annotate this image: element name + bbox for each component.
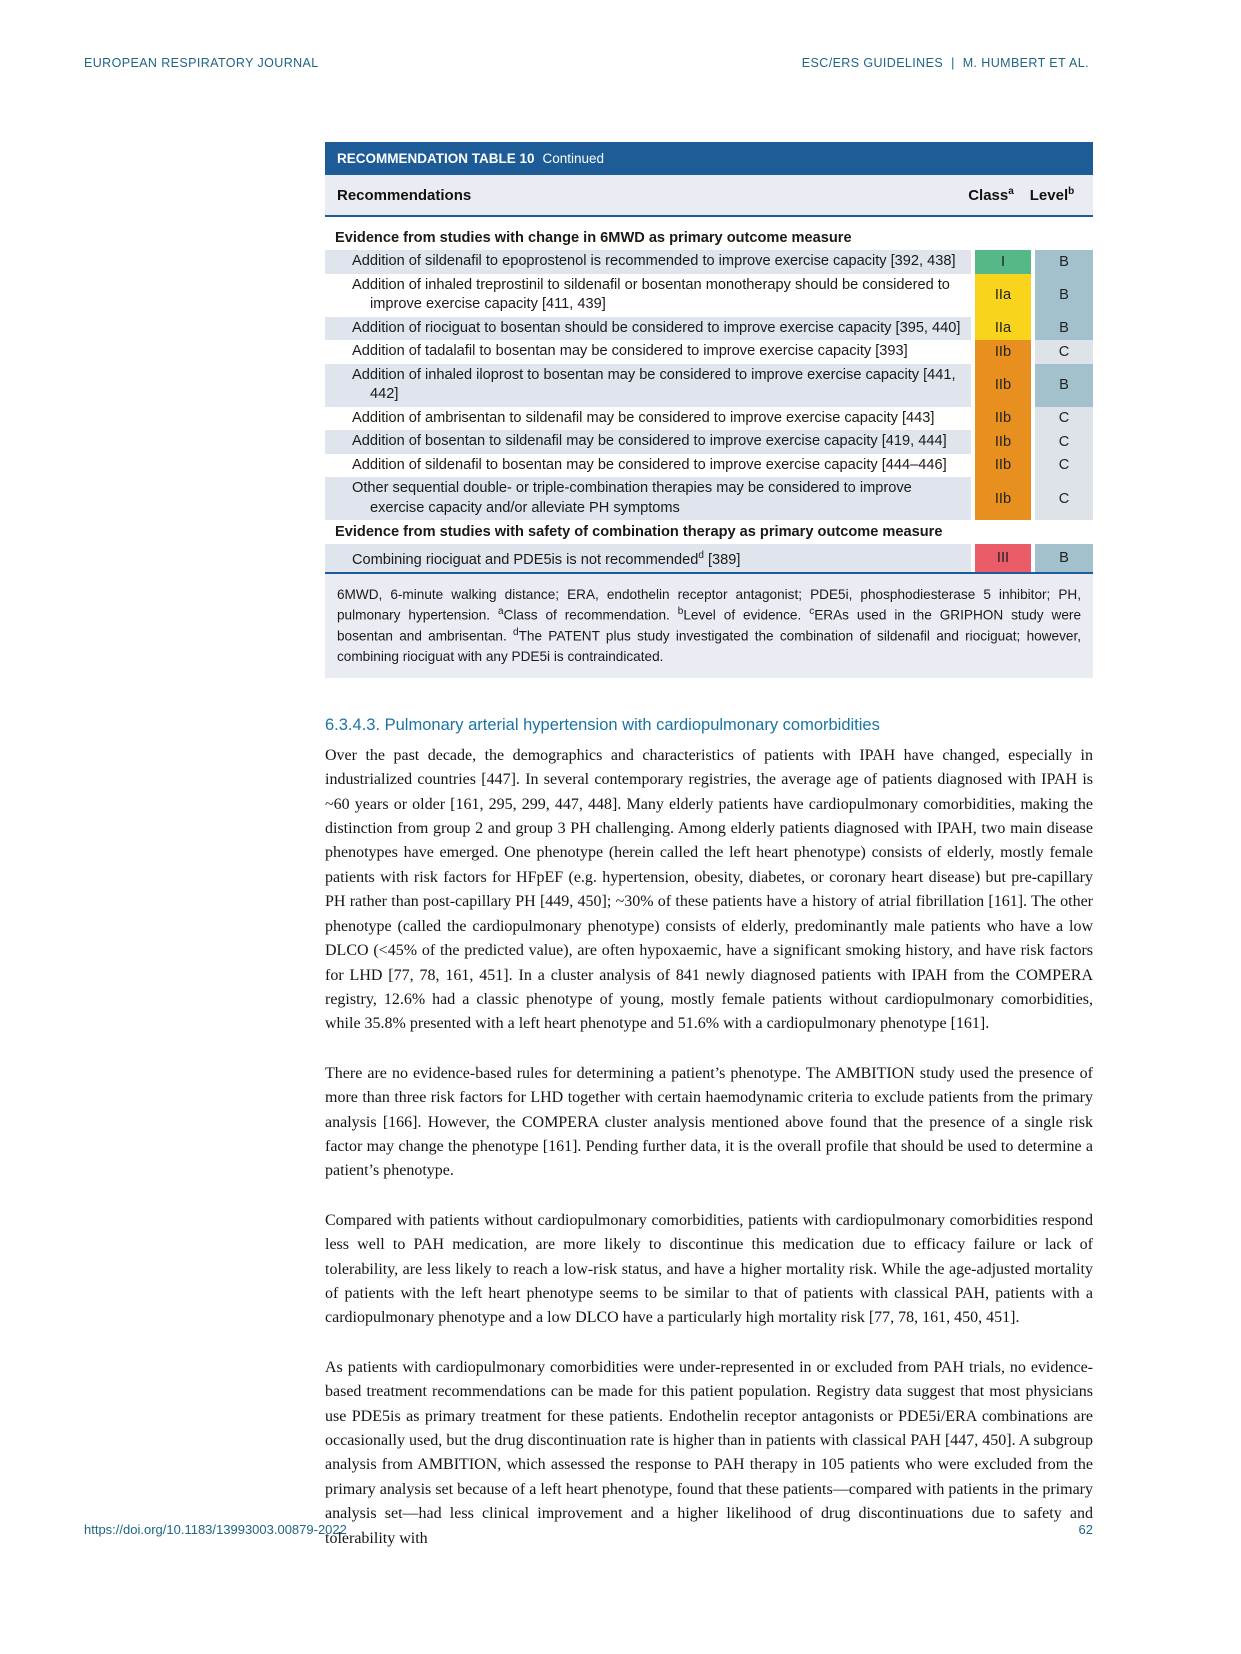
recommendation-text: Addition of inhaled treprostinil to sildenafil or bosentan monotherapy should be considered to improve exercise capacity [411, 439] <box>352 276 950 312</box>
body-paragraph: There are no evidence-based rules for determining a patient’s phenotype. The AMBITION study used the presence of more than three risk factors for LHD together with certain haemodynamic criteria to exclude patients from the primary analysis [166]. However, the COMPERA cluster analysis mentioned above found that the presence of a single risk factor may change the phenotype [161]. Pending further data, it is the overall profile that should be used to determine a patient’s phenotype. <box>325 1064 1093 1180</box>
body-paragraph: Compared with patients without cardiopulmonary comorbidities, patients with cardiopulmonary comorbidities respond less well to PAH medication, are more likely to discontinue this medication due to efficacy failure or lack of tolerability, are less likely to reach a low-risk status, and have a higher mortality risk. While the age-adjusted mortality of patients with the left heart phenotype seems to be similar to that of patients with classical PAH, patients with a cardiopulmonary phenotype and a low DLCO have a particularly high mortality risk [77, 78, 161, 450, 451]. <box>325 1211 1093 1327</box>
level-cell: B <box>1035 250 1093 274</box>
table-row <box>325 544 1093 572</box>
recommendation-text: Addition of riociguat to bosentan should be considered to improve exercise capacity [395, 440] <box>325 317 971 341</box>
table-section-header: Evidence from studies with change in 6MWD as primary outcome measure <box>335 230 852 246</box>
level-cell: B <box>1035 317 1093 341</box>
table-row <box>325 407 1093 431</box>
table-row <box>325 454 1093 478</box>
table-section-header: Evidence from studies with safety of combination therapy as primary outcome measure <box>335 524 943 540</box>
column-class: Class$^a$ <box>968 186 1014 204</box>
doi-link[interactable]: https://doi.org/10.1183/13993003.00879-2022 <box>84 1522 347 1537</box>
recommendation-text: Addition of tadalafil to bosentan may be considered to improve exercise capacity [393] <box>352 343 908 359</box>
level-cell: C <box>1035 477 1093 520</box>
class-cell: III <box>975 544 1031 572</box>
class-cell: IIb <box>975 364 1031 407</box>
level-cell: C <box>1035 430 1093 454</box>
column-level: Level$^b$ <box>1029 186 1075 204</box>
authors-label: M. HUMBERT ET AL. <box>962 56 1089 70</box>
recommendation-text: Combining riociguat and PDE5is is not recommended$^d$ [389] <box>325 544 971 572</box>
class-cell: IIa <box>975 317 1031 341</box>
journal-name: EUROPEAN RESPIRATORY JOURNAL <box>84 56 319 70</box>
table-row <box>325 340 1093 364</box>
table-row <box>325 250 1093 274</box>
section-heading: 6.3.4.3. Pulmonary arterial hypertension with cardiopulmonary comorbidities <box>325 715 880 734</box>
guidelines-label: ESC/ERS GUIDELINES <box>801 56 944 70</box>
table-title-suffix: Continued <box>542 151 605 166</box>
table-row <box>325 364 1093 407</box>
table-header-row <box>325 175 1093 217</box>
table-body <box>325 217 1093 574</box>
page-number: 62 <box>1078 1522 1093 1537</box>
recommendation-text: Addition of sildenafil to bosentan may be considered to improve exercise capacity [444–446] <box>352 456 947 473</box>
running-header <box>84 56 1093 70</box>
class-cell: I <box>975 250 1031 274</box>
class-cell: IIb <box>975 430 1031 454</box>
level-cell: B <box>1035 364 1093 407</box>
header-right <box>798 56 1093 70</box>
recommendation-text: Addition of sildenafil to epoprostenol is recommended to improve exercise capacity [392, 438] <box>325 250 971 274</box>
level-cell: C <box>1035 407 1093 431</box>
table-row <box>325 477 1093 520</box>
level-cell: C <box>1035 340 1093 364</box>
content-column <box>325 142 1093 1551</box>
table-title-bar <box>325 142 1093 175</box>
class-cell: IIb <box>975 340 1031 364</box>
class-cell: IIb <box>975 477 1031 520</box>
table-row <box>325 274 1093 317</box>
body-paragraph: Over the past decade, the demographics and characteristics of patients with IPAH have changed, especially in industrialized countries [447]. In several contemporary registries, the average age of patients diagnosed with IPAH is ~60 years or older [161, 295, 299, 447, 448]. Many elderly patients have cardiopulmonary comorbidities, making the distinction from group 2 and group 3 PH challenging. Among elderly patients diagnosed with IPAH, two main disease phenotypes have emerged. One phenotype (herein called the left heart phenotype) consists of elderly, mostly female patients with risk factors for HFpEF (e.g. hypertension, obesity, diabetes, or coronary heart disease) but pre-capillary PH rather than post-capillary PH [449, 450]; ~30% of these patients have a history of atrial fibrillation [161]. The other phenotype (called the cardiopulmonary phenotype) consists of elderly, predominantly male patients who have a low DLCO (<45% of the predicted value), are often hypoxaemic, have a significant smoking history, and have risk factors for LHD [77, 78, 161, 451]. In a cluster analysis of 841 newly diagnosed patients with IPAH from the COMPERA registry, 12.6% had a classic phenotype of young, mostly female patients without cardiopulmonary comorbidities, while 35.8% presented with a left heart phenotype and 51.6% with a cardiopulmonary phenotype [161]. <box>325 746 1093 1033</box>
recommendation-table <box>325 142 1093 678</box>
level-cell: C <box>1035 454 1093 478</box>
column-recommendations: Recommendations <box>337 186 472 204</box>
recommendation-text: Addition of bosentan to sildenafil may be considered to improve exercise capacity [419, 444] <box>325 430 971 454</box>
header-divider: | <box>951 56 955 70</box>
class-cell: IIb <box>975 454 1031 478</box>
table-row <box>325 430 1093 454</box>
running-footer <box>84 1522 1093 1537</box>
class-cell: IIa <box>975 274 1031 317</box>
table-row <box>325 317 1093 341</box>
body-paragraph: As patients with cardiopulmonary comorbidities were under-represented in or excluded from PAH trials, no evidence-based treatment recommendations can be made for this patient population. Registry data suggest that most physicians use PDE5is as primary treatment for these patients. Endothelin receptor antagonists or PDE5i/ERA combinations are occasionally used, but the drug discontinuation rate is higher than in patients with classical PAH [447, 450]. A subgroup analysis from AMBITION, which assessed the response to PAH therapy in 105 patients who were excluded from the primary analysis set because of a left heart phenotype, found that these patients—compared with patients in the primary analysis set—had less clinical improvement and a higher likelihood of drug discontinuations due to safety and tolerability with <box>325 1358 1093 1547</box>
recommendation-text: Other sequential double- or triple-combination therapies may be considered to improve exercise capacity and/or alleviate PH symptoms <box>325 477 971 520</box>
recommendation-text: Addition of inhaled iloprost to bosentan may be considered to improve exercise capacity [441, 442] <box>325 364 971 407</box>
recommendation-text: Addition of ambrisentan to sildenafil may be considered to improve exercise capacity [443] <box>352 409 935 426</box>
table-footnote: 6MWD, 6-minute walking distance; ERA, endothelin receptor antagonist; PDE5i, phosphodiesterase 5 inhibitor; PH, pulmonary hypertension. $^a$Class of recommendation. $^b$Level of evidence. $^c$ERAs used in the GRIPHON study were bosentan and ambrisentan. $^d$The PATENT plus study investigated the combination of sildenafil and riociguat; however, combining riociguat with any PDE5i is contraindicated. <box>325 574 1093 678</box>
level-cell: B <box>1035 274 1093 317</box>
table-title: RECOMMENDATION TABLE 10 <box>337 151 535 166</box>
level-cell: B <box>1035 544 1093 572</box>
class-cell: IIb <box>975 407 1031 431</box>
